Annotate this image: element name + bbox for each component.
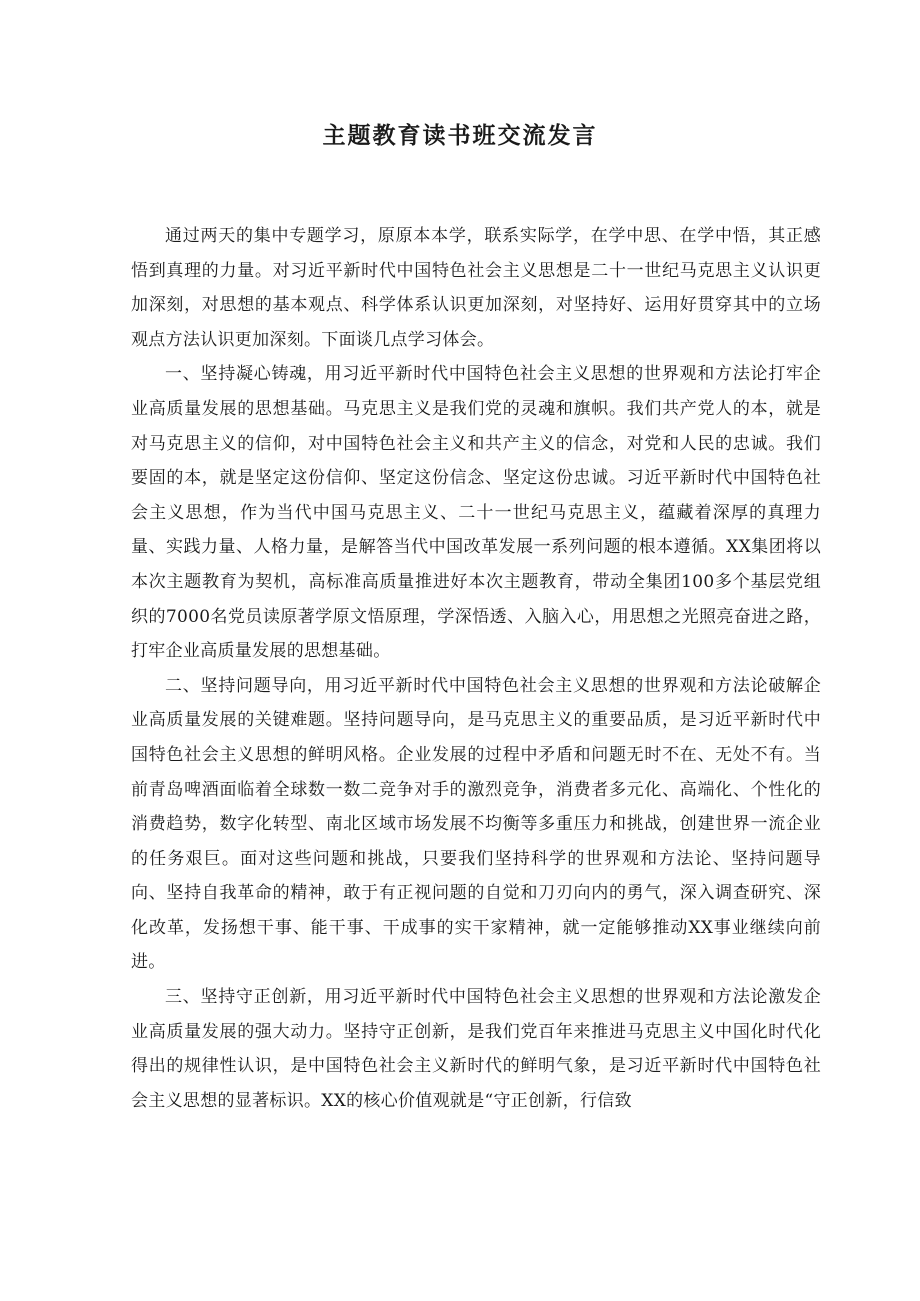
paragraph-section-2: 二、坚持问题导向，用习近平新时代中国特色社会主义思想的世界观和方法论破解企业高质量发展的关键难题。坚持问题导向，是马克思主义的重要品质，是习近平新时代中国特色社会主义思想的鲜明风格。企业发展的过程中矛盾和问题无时不在、无处不有。当前青岛啤酒面临着全球数一数二竞争对手的激烈竞争，消费者多元化、高端化、个性化的消费趋势，数字化转型、南北区域市场发展不均衡等多重压力和挑战，创建世界一流企业的任务艰巨。面对这些问题和挑战，只要我们坚持科学的世界观和方法论、坚持问题导向、坚持自我革命的精神，敢于有正视问题的自觉和刀刃向内的勇气，深入调查研究、深化改革，发扬想干事、能干事、干成事的实干家精神，就一定能够推动XX事业继续向前进。	[131, 675, 821, 973]
document-title: 主题教育读书班交流发言	[322, 122, 598, 149]
document-body	[131, 219, 821, 1118]
paragraph-intro: 通过两天的集中专题学习，原原本本学，联系实际学，在学中思、在学中悟，其正感悟到真理的力量。对习近平新时代中国特色社会主义思想是二十一世纪马克思主义认识更加深刻，对思想的基本观点、科学体系认识更加深刻，对坚持好、运用好贯穿其中的立场观点方法认识更加深刻。下面谈几点学习体会。	[131, 226, 821, 350]
paragraph-section-1: 一、坚持凝心铸魂，用习近平新时代中国特色社会主义思想的世界观和方法论打牢企业高质量发展的思想基础。马克思主义是我们党的灵魂和旗帜。我们共产党人的本，就是对马克思主义的信仰，对中国特色社会主义和共产主义的信念，对党和人民的忠诚。我们要固的本，就是坚定这份信仰、坚定这份信念、坚定这份忠诚。习近平新时代中国特色社会主义思想，作为当代中国马克思主义、二十一世纪马克思主义，蕴藏着深厚的真理力量、实践力量、人格力量，是解答当代中国改革发展一系列问题的根本遵循。XX集团将以本次主题教育为契机，高标准高质量推进好本次主题教育，带动全集团100多个基层党组织的7000名党员读原著学原文悟原理，学深悟透、入脑入心，用思想之光照亮奋进之路，打牢企业高质量发展的思想基础。	[131, 364, 821, 662]
paragraph-section-3: 三、坚持守正创新，用习近平新时代中国特色社会主义思想的世界观和方法论激发企业高质量发展的强大动力。坚持守正创新，是我们党百年来推进马克思主义中国化时代化得出的规律性认识，是中国特色社会主义新时代的鲜明气象，是习近平新时代中国特色社会主义思想的显著标识。XX的核心价值观就是“守正创新，行信致	[131, 987, 821, 1111]
